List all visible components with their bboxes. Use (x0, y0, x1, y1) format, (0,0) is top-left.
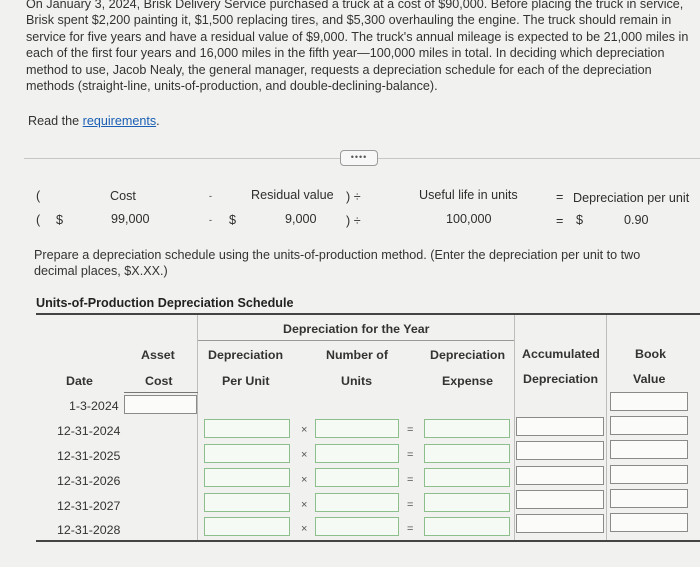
number-of-units-input[interactable] (315, 468, 399, 487)
header-depreciation-expense-1: Depreciation (430, 348, 506, 362)
formula-dep-per-unit-label: Depreciation per unit (573, 191, 690, 205)
read-requirements-line (28, 114, 160, 128)
book-value-input[interactable] (610, 416, 688, 435)
depreciation-per-unit-input[interactable] (204, 493, 290, 512)
formula-useful-life-label: Useful life in units (419, 188, 518, 202)
row-date: 12-31-2028 (57, 523, 121, 537)
header-book-value-1: Book (635, 347, 666, 361)
formula-open-paren: ( (36, 189, 41, 203)
formula-dep-per-unit-value[interactable]: 0.90 (624, 213, 649, 227)
row-date: 1-3-2024 (69, 399, 119, 413)
asset-cost-header-underline (124, 392, 198, 393)
depreciation-per-unit-input[interactable] (204, 419, 290, 438)
equals-sign: = (407, 523, 414, 535)
header-cost: Cost (145, 374, 173, 388)
header-number-of-units-2: Units (341, 374, 372, 388)
accumulated-depreciation-input[interactable] (516, 490, 604, 509)
depreciation-expense-input[interactable] (424, 468, 510, 487)
formula-dollar-residual: $ (229, 213, 237, 227)
requirements-link[interactable]: requirements (82, 114, 157, 128)
table-bottom-border (36, 540, 700, 542)
formula-row2-equals: = (556, 214, 564, 228)
depreciation-expense-input[interactable] (424, 444, 510, 463)
formula-equals: = (556, 190, 564, 204)
accumulated-depreciation-input[interactable] (516, 417, 604, 436)
table-vline-1 (197, 315, 198, 540)
depreciation-expense-input[interactable] (424, 493, 510, 512)
times-sign: × (301, 523, 308, 535)
header-asset: Asset (141, 348, 175, 362)
formula-residual-label: Residual value (251, 188, 334, 202)
equals-sign: = (407, 474, 414, 486)
header-depreciation-per-unit-2: Per Unit (222, 374, 270, 388)
asset-cost-input[interactable] (124, 395, 197, 414)
book-value-input[interactable] (610, 440, 688, 459)
table-vline-3 (606, 315, 607, 540)
read-suffix: . (156, 114, 160, 128)
depreciation-expense-input[interactable] (424, 419, 510, 438)
formula-cost-value[interactable]: 99,000 (111, 212, 150, 226)
depreciation-per-unit-input[interactable] (204, 444, 290, 463)
formula-dollar-cost: $ (56, 213, 64, 227)
formula-minus: - (209, 191, 212, 201)
book-value-input[interactable] (610, 513, 688, 532)
formula-cost-label: Cost (110, 189, 136, 203)
equals-sign: = (407, 499, 414, 511)
number-of-units-input[interactable] (315, 419, 399, 438)
table-top-border (36, 313, 700, 315)
header-number-of-units-1: Number of (326, 348, 388, 362)
number-of-units-input[interactable] (315, 444, 399, 463)
read-prefix: Read the (28, 114, 83, 128)
schedule-title: Units-of-Production Depreciation Schedule (36, 296, 294, 310)
row-date: 12-31-2027 (57, 499, 121, 513)
depreciation-per-unit-input[interactable] (204, 517, 290, 536)
accumulated-depreciation-input[interactable] (516, 441, 604, 460)
group-header-underline (198, 340, 514, 341)
formula-row2-minus: - (209, 215, 212, 225)
table-vline-2 (514, 315, 515, 540)
times-sign: × (301, 449, 308, 461)
accumulated-depreciation-input[interactable] (516, 514, 604, 533)
number-of-units-input[interactable] (315, 517, 399, 536)
depreciation-per-unit-input[interactable] (204, 468, 290, 487)
instruction-text: Prepare a depreciation schedule using the units-of-production method. (Enter the depreciation per unit to two decimal places, $X.XX.) (34, 248, 641, 278)
more-button[interactable]: •••• (340, 150, 378, 166)
accumulated-depreciation-input[interactable] (516, 466, 604, 485)
header-accumulated-depreciation-1: Accumulated (522, 347, 600, 361)
group-header-depreciation-for-year: Depreciation for the Year (283, 322, 430, 336)
times-sign: × (301, 499, 308, 511)
book-value-input[interactable] (610, 465, 688, 484)
row-date: 12-31-2025 (57, 449, 121, 463)
header-depreciation-expense-2: Expense (442, 374, 493, 388)
equals-sign: = (407, 424, 414, 436)
formula-row2-close-divide: ) ÷ (346, 214, 361, 228)
header-date: Date (66, 374, 93, 388)
header-accumulated-depreciation-2: Depreciation (523, 372, 599, 386)
formula-residual-value[interactable]: 9,000 (285, 212, 317, 226)
equals-sign: = (407, 449, 414, 461)
header-book-value-2: Value (633, 372, 666, 386)
depreciation-expense-input[interactable] (424, 517, 510, 536)
row-date: 12-31-2026 (57, 474, 121, 488)
formula-close-divide: ) ÷ (346, 190, 361, 204)
formula-row2-open-paren: ( (36, 213, 41, 227)
book-value-input[interactable] (610, 392, 688, 411)
times-sign: × (301, 424, 308, 436)
problem-text: On January 3, 2024, Brisk Delivery Service purchased a truck at a cost of $90,000. Before placing the truck in service, Brisk spent $2,200 painting it, $1,500 replacing tires, and $5,300 overhauling the engine. The truck should remain in service for five years and have a residual value of $9,000. The truck's annual mileage is expected to be 21,000 miles in each of the first four years and 16,000 miles in the fifth year—100,000 miles in total. In deciding which depreciation method to use, Jacob Nealy, the general manager, requests a depreciation schedule for each of the depreciation methods (straight-line, units-of-production, and double-declining-balance). (26, 0, 689, 94)
row-date: 12-31-2024 (57, 424, 121, 438)
number-of-units-input[interactable] (315, 493, 399, 512)
formula-dollar-dep: $ (576, 213, 584, 227)
book-value-input[interactable] (610, 489, 688, 508)
header-depreciation-per-unit-1: Depreciation (208, 348, 284, 362)
formula-useful-life-value[interactable]: 100,000 (446, 212, 492, 226)
times-sign: × (301, 474, 308, 486)
